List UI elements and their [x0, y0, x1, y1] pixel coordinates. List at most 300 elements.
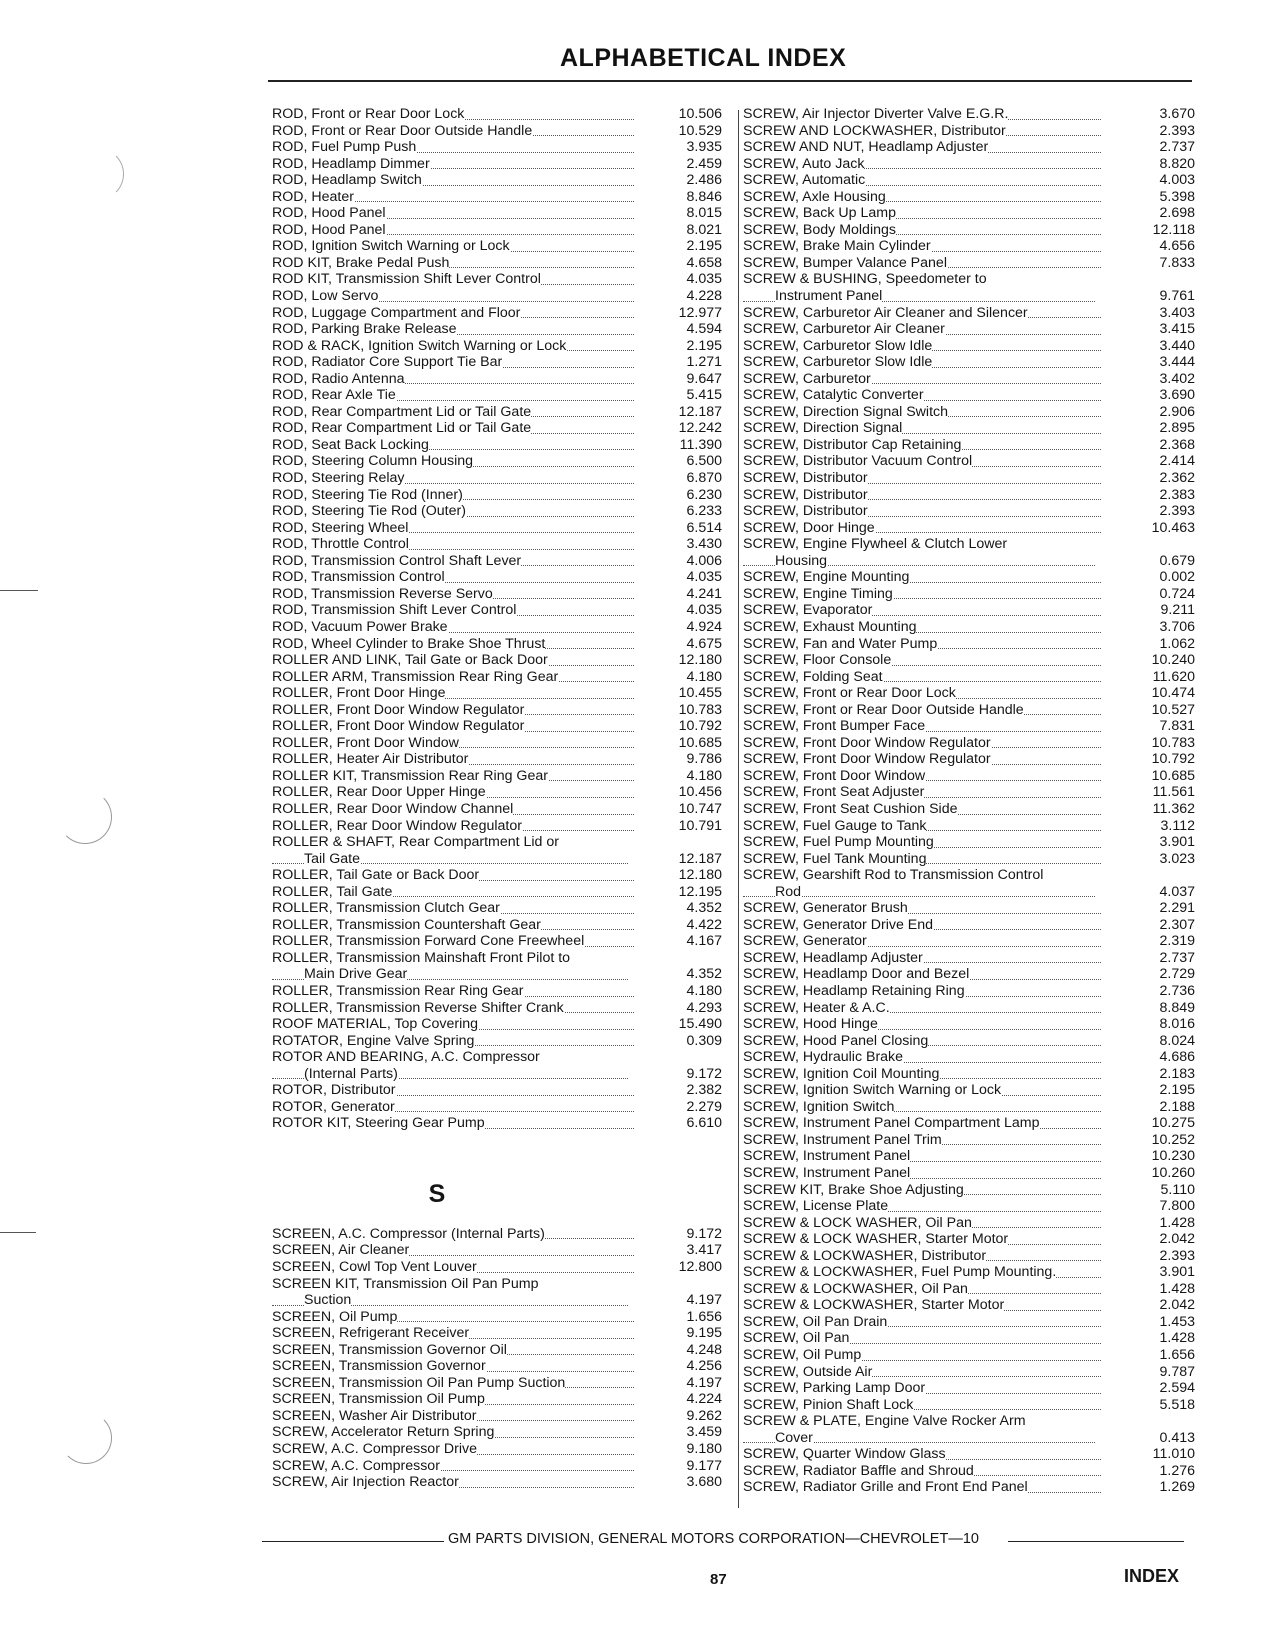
entry-name: ROD, Steering Wheel: [272, 519, 409, 536]
entry-page-ref: 12.180: [678, 867, 722, 884]
entry-page-ref: 11.010: [1152, 1446, 1195, 1463]
footer-rule-right: [1008, 1541, 1184, 1542]
entry-name: SCREW & LOCKWASHER, Fuel Pump Mounting.: [743, 1264, 1057, 1281]
index-entry: [272, 1375, 722, 1392]
entry-name: SCREEN, Transmission Oil Pan Pump Suction: [272, 1374, 566, 1391]
entry-page-ref: 6.230: [686, 486, 722, 503]
index-entry: [272, 602, 722, 619]
entry-name: ROTOR KIT, Steering Gear Pump: [272, 1115, 485, 1132]
entry-page-ref: 8.846: [686, 188, 722, 205]
entry-name: SCREW, Distributor: [743, 470, 868, 487]
entry-name: ROD KIT, Brake Pedal Push: [272, 254, 450, 271]
entry-page-ref: 1.428: [1159, 1330, 1195, 1347]
entry-name: SCREW, Axle Housing: [743, 188, 886, 205]
index-entry: [743, 619, 1195, 636]
entry-name: SCREW, Headlamp Retaining Ring: [743, 982, 965, 999]
entry-page-ref: 10.275: [1151, 1115, 1195, 1132]
entry-name: ROD KIT, Transmission Shift Lever Control: [272, 271, 541, 288]
entry-name: ROD, Parking Brake Release: [272, 321, 457, 338]
entry-page-ref: 2.393: [1159, 122, 1195, 139]
index-entry: [272, 238, 722, 255]
entry-page-ref: 2.188: [1159, 1098, 1195, 1115]
entry-name: ROD, Throttle Control: [272, 536, 409, 553]
entry-page-ref: 12.195: [678, 883, 722, 900]
entry-page-ref: 10.474: [1151, 685, 1195, 702]
entry-name: ROD, Steering Tie Rod (Inner): [272, 486, 463, 503]
index-entry: [272, 321, 722, 338]
index-entry: [743, 983, 1195, 1000]
entry-name: SCREW, Ignition Coil Mounting: [743, 1065, 940, 1082]
index-entry: [272, 1226, 722, 1243]
entry-name: SCREW, Floor Console: [743, 652, 892, 669]
index-entry: [272, 487, 722, 504]
page-number: 87: [710, 1571, 727, 1588]
entry-page-ref: 10.260: [1151, 1165, 1195, 1181]
entry-name-continued: Suction: [304, 1292, 352, 1309]
entry-page-ref: 10.252: [1151, 1131, 1195, 1148]
entry-page-ref: 2.383: [1159, 486, 1195, 503]
index-entry: [272, 983, 722, 1000]
index-entry: [743, 834, 1195, 851]
entry-page-ref: 2.414: [1159, 453, 1195, 470]
entry-page-ref: 0.413: [1159, 1429, 1195, 1446]
entry-name: ROLLER, Transmission Clutch Gear: [272, 900, 500, 917]
index-entry: [743, 1264, 1195, 1281]
index-entry: [272, 404, 722, 421]
entry-page-ref: 5.415: [686, 387, 722, 404]
index-entry: [272, 189, 722, 206]
index-entry: [743, 1397, 1195, 1414]
index-entry: [743, 1463, 1195, 1480]
index-entry: [272, 1016, 722, 1033]
entry-page-ref: 3.901: [1159, 834, 1195, 851]
entry-name: SCREW & LOCK WASHER, Oil Pan: [743, 1214, 972, 1231]
entry-name: ROLLER, Tail Gate or Back Door: [272, 867, 480, 884]
entry-name: SCREW, Carburetor Air Cleaner and Silencer: [743, 304, 1028, 321]
entry-name: SCREW, A.C. Compressor Drive: [272, 1441, 477, 1458]
index-entry: [272, 652, 722, 669]
entry-name: SCREW, Back Up Lamp: [743, 205, 896, 222]
entry-name: SCREW, Instrument Panel Trim: [743, 1131, 942, 1148]
entry-name: ROD, Wheel Cylinder to Brake Shoe Thrust: [272, 635, 546, 652]
entry-name: SCREW, Hydraulic Brake: [743, 1049, 904, 1066]
index-entry: [743, 437, 1195, 454]
entry-name: ROLLER, Rear Door Upper Hinge: [272, 784, 486, 801]
scan-hole-mark: [60, 1412, 112, 1464]
entry-page-ref: 8.021: [686, 221, 722, 238]
entry-page-ref: 2.291: [1159, 900, 1195, 917]
entry-name: SCREEN, Transmission Oil Pump: [272, 1391, 485, 1408]
entry-page-ref: 2.393: [1159, 1247, 1195, 1264]
entry-name: SCREW, Headlamp Adjuster: [743, 949, 923, 966]
entry-page-ref: 3.403: [1159, 304, 1195, 321]
entry-page-ref: 9.177: [686, 1457, 722, 1474]
entry-name: ROD, Ignition Switch Warning or Lock: [272, 238, 510, 255]
entry-page-ref: 11.620: [1152, 668, 1195, 685]
entry-name: ROLLER, Transmission Mainshaft Front Pilot to: [272, 949, 571, 966]
index-entry: [272, 1033, 722, 1050]
entry-name: ROD, Rear Compartment Lid or Tail Gate: [272, 420, 532, 437]
entry-name: SCREW, Engine Timing: [743, 585, 893, 602]
index-entry: [272, 536, 722, 553]
entry-name: ROD, Low Servo: [272, 288, 379, 305]
entry-name: ROLLER, Transmission Rear Ring Gear: [272, 982, 524, 999]
entry-name: SCREW, Instrument Panel: [743, 1148, 911, 1165]
entry-name: ROLLER, Transmission Forward Cone Freewheel: [272, 933, 585, 950]
entry-page-ref: 4.197: [686, 1374, 722, 1391]
index-entry: [743, 470, 1195, 487]
index-entry: [743, 1099, 1195, 1116]
entry-name: SCREW, License Plate: [743, 1198, 889, 1215]
entry-name: ROLLER, Front Door Window Regulator: [272, 718, 525, 735]
index-entry: [272, 818, 722, 835]
entry-name: SCREEN, A.C. Compressor (Internal Parts): [272, 1225, 545, 1242]
entry-name: SCREW, Fuel Gauge to Tank: [743, 817, 927, 834]
index-entry: [272, 1342, 722, 1359]
index-entry: [272, 702, 722, 719]
entry-name: SCREW, Direction Signal Switch: [743, 403, 948, 420]
title-rule: [268, 80, 1192, 82]
entry-name: SCREW, A.C. Compressor: [272, 1457, 440, 1474]
index-entry: [743, 1330, 1195, 1347]
index-entry: [743, 1297, 1195, 1314]
entry-page-ref: 10.456: [678, 784, 722, 801]
index-entry: [272, 305, 722, 322]
entry-name: SCREW & LOCKWASHER, Starter Motor: [743, 1297, 1005, 1314]
entry-name: SCREW, Generator: [743, 933, 867, 950]
entry-page-ref: 4.256: [686, 1358, 722, 1375]
entry-name: ROLLER, Rear Door Window Channel: [272, 800, 514, 817]
entry-page-ref: 2.195: [686, 337, 722, 354]
entry-name: SCREW, Front Bumper Face: [743, 718, 926, 735]
entry-page-ref: 2.307: [1159, 916, 1195, 933]
entry-page-ref: 15.490: [678, 1016, 722, 1033]
entry-name: SCREW, Carburetor Slow Idle: [743, 337, 933, 354]
entry-name: ROD, Headlamp Dimmer: [272, 155, 430, 172]
entry-page-ref: 12.187: [678, 850, 722, 867]
left-index-column: [272, 106, 722, 1491]
entry-page-ref: 4.224: [686, 1391, 722, 1408]
entry-page-ref: 4.422: [686, 916, 722, 933]
entry-name: SCREW, Air Injection Reactor: [272, 1474, 459, 1491]
entry-page-ref: 12.187: [678, 403, 722, 420]
entry-page-ref: 11.362: [1152, 800, 1195, 817]
scan-edge-line: [0, 1232, 36, 1233]
entry-page-ref: 4.352: [686, 900, 722, 917]
index-entry: [272, 1408, 722, 1425]
entry-name: SCREW, Front Door Window Regulator: [743, 751, 991, 768]
entry-page-ref: 3.023: [1159, 850, 1195, 867]
entry-page-ref: 8.849: [1159, 999, 1195, 1016]
entry-page-ref: 6.514: [686, 519, 722, 536]
index-entry: [743, 354, 1195, 371]
index-entry: [743, 1182, 1195, 1199]
entry-name: ROLLER, Rear Door Window Regulator: [272, 817, 522, 834]
index-entry: [743, 1413, 1195, 1446]
index-entry: [272, 1358, 722, 1375]
entry-page-ref: 2.279: [686, 1098, 722, 1115]
entry-name: ROLLER, Heater Air Distributor: [272, 751, 469, 768]
entry-name: SCREW, Radiator Baffle and Shroud: [743, 1462, 974, 1479]
index-entry: [743, 1231, 1195, 1248]
entry-page-ref: 4.228: [686, 288, 722, 305]
entry-page-ref: 3.112: [1160, 817, 1195, 834]
entry-name: ROD, Rear Axle Tie: [272, 387, 396, 404]
entry-page-ref: 12.180: [678, 652, 722, 669]
entry-page-ref: 10.792: [1151, 751, 1195, 768]
entry-name: ROD, Steering Column Housing: [272, 453, 474, 470]
entry-page-ref: 4.197: [686, 1292, 722, 1309]
index-entry: [272, 371, 722, 388]
index-entry: [272, 222, 722, 239]
entry-page-ref: 4.003: [1159, 172, 1195, 189]
index-entry: [743, 371, 1195, 388]
entry-name: SCREW, Exhaust Mounting: [743, 618, 917, 635]
entry-name: SCREW, Catalytic Converter: [743, 387, 924, 404]
scan-hole-mark: [58, 790, 112, 844]
entry-page-ref: 2.195: [686, 238, 722, 255]
index-entry: [272, 156, 722, 173]
index-entry: [272, 917, 722, 934]
index-entry: [272, 586, 722, 603]
entry-page-ref: 12.118: [1152, 221, 1195, 238]
entry-name: SCREW, Engine Flywheel & Clutch Lower: [743, 536, 1008, 553]
entry-name-continued: Housing: [775, 552, 828, 569]
entry-name: ROD, Steering Relay: [272, 470, 405, 487]
index-entry: [743, 1016, 1195, 1033]
index-entry: [272, 553, 722, 570]
entry-name: ROD, Transmission Reverse Servo: [272, 585, 493, 602]
index-entry: [272, 1441, 722, 1458]
entry-page-ref: 2.393: [1159, 503, 1195, 520]
index-entry: [743, 966, 1195, 983]
entry-page-ref: 7.831: [1159, 718, 1195, 735]
entry-name: SCREW, Brake Main Cylinder: [743, 238, 931, 255]
index-entry: [743, 189, 1195, 206]
index-entry: [272, 453, 722, 470]
index-entry: [272, 950, 722, 983]
index-entry: [743, 387, 1195, 404]
entry-name: SCREW, Parking Lamp Door: [743, 1380, 926, 1397]
index-entry: [743, 867, 1195, 900]
page-title: ALPHABETICAL INDEX: [560, 44, 847, 72]
index-entry: [743, 106, 1195, 123]
entry-name: SCREW, Front Door Window Regulator: [743, 734, 991, 751]
index-entry: [743, 784, 1195, 801]
index-entry: [272, 1099, 722, 1116]
footer-rule-left: [262, 1541, 444, 1542]
index-entry: [743, 1165, 1195, 1182]
entry-page-ref: 4.248: [686, 1341, 722, 1358]
entry-page-ref: 4.686: [1159, 1049, 1195, 1066]
index-entry: [272, 735, 722, 752]
index-entry: [743, 569, 1195, 586]
index-entry: [272, 1276, 722, 1309]
entry-page-ref: 9.262: [686, 1407, 722, 1424]
entry-name: SCREW, Ignition Switch Warning or Lock: [743, 1082, 1002, 1099]
index-entry: [272, 900, 722, 917]
index-entry: [743, 768, 1195, 785]
index-entry: [743, 1281, 1195, 1298]
index-entry: [272, 768, 722, 785]
index-entry: [272, 1000, 722, 1017]
entry-page-ref: 2.486: [686, 172, 722, 189]
entry-page-ref: 3.430: [686, 536, 722, 553]
index-entry: [743, 636, 1195, 653]
index-entry: [272, 1049, 722, 1082]
entry-page-ref: 10.506: [678, 106, 722, 122]
entry-name: SCREW, Fuel Tank Mounting: [743, 850, 927, 867]
index-entry: [743, 718, 1195, 735]
entry-page-ref: 1.062: [1159, 635, 1195, 652]
index-entry: [743, 156, 1195, 173]
index-entry: [743, 420, 1195, 437]
entry-page-ref: 4.180: [686, 767, 722, 784]
entry-page-ref: 2.319: [1159, 933, 1195, 950]
entry-page-ref: 1.271: [686, 354, 722, 371]
entry-page-ref: 9.761: [1159, 288, 1195, 305]
index-entry: [743, 222, 1195, 239]
index-entry: [743, 602, 1195, 619]
index-entry: [272, 420, 722, 437]
index-entry: [272, 751, 722, 768]
entry-name: SCREW & PLATE, Engine Valve Rocker Arm: [743, 1413, 1026, 1430]
entry-name: SCREW, Generator Drive End: [743, 916, 934, 933]
index-entry: [743, 751, 1195, 768]
index-entry: [743, 271, 1195, 304]
entry-name: ROOF MATERIAL, Top Covering: [272, 1016, 479, 1033]
index-entry: [272, 503, 722, 520]
entry-name: SCREEN, Cowl Top Vent Louver: [272, 1259, 477, 1275]
entry-name: SCREW, Ignition Switch: [743, 1098, 895, 1115]
index-entry: [272, 520, 722, 537]
entry-page-ref: 4.352: [686, 966, 722, 983]
entry-page-ref: 9.211: [1160, 602, 1195, 619]
entry-name: ROD, Front or Rear Door Outside Handle: [272, 122, 533, 139]
entry-page-ref: 9.180: [686, 1441, 722, 1458]
entry-page-ref: 2.368: [1159, 436, 1195, 453]
entry-name: ROLLER ARM, Transmission Rear Ring Gear: [272, 668, 559, 685]
entry-page-ref: 5.398: [1159, 188, 1195, 205]
index-entry: [272, 139, 722, 156]
index-entry: [272, 685, 722, 702]
entry-page-ref: 12.977: [678, 304, 722, 321]
entry-page-ref: 9.172: [686, 1065, 722, 1082]
index-entry: [272, 387, 722, 404]
entry-page-ref: 11.390: [679, 436, 722, 453]
entry-page-ref: 10.529: [678, 122, 722, 139]
entry-name: SCREW & LOCK WASHER, Starter Motor: [743, 1231, 1009, 1248]
entry-page-ref: 8.016: [1159, 1016, 1195, 1033]
entry-name: ROTATOR, Engine Valve Spring: [272, 1032, 475, 1049]
entry-name: SCREW, Auto Jack: [743, 155, 865, 172]
index-entry: [743, 1082, 1195, 1099]
entry-page-ref: 10.747: [678, 800, 722, 817]
index-entry: [272, 669, 722, 686]
entry-name: SCREEN, Air Cleaner: [272, 1242, 410, 1259]
entry-page-ref: 0.002: [1159, 569, 1195, 586]
entry-page-ref: 1.428: [1159, 1214, 1195, 1231]
entry-name: SCREW, Air Injector Diverter Valve E.G.R.: [743, 106, 1009, 122]
entry-page-ref: 9.786: [686, 751, 722, 768]
index-entry: [743, 487, 1195, 504]
entry-name: ROLLER, Transmission Countershaft Gear: [272, 916, 541, 933]
entry-name: ROD, Fuel Pump Push: [272, 139, 417, 156]
entry-name: ROD, Steering Tie Rod (Outer): [272, 503, 466, 520]
index-entry: [743, 1347, 1195, 1364]
entry-name: SCREW, Front Seat Adjuster: [743, 784, 925, 801]
index-entry: [272, 437, 722, 454]
right-index-column: [743, 106, 1195, 1496]
entry-page-ref: 0.679: [1159, 552, 1195, 569]
index-entry: [743, 404, 1195, 421]
index-entry: [272, 1391, 722, 1408]
entry-name: SCREW, Oil Pump: [743, 1347, 862, 1364]
index-entry: [272, 1424, 722, 1441]
index-entry: [743, 172, 1195, 189]
entry-page-ref: 2.698: [1159, 205, 1195, 222]
scan-hole-mark: [72, 148, 124, 200]
entry-page-ref: 10.230: [1151, 1148, 1195, 1165]
entry-name: ROD, Front or Rear Door Lock: [272, 106, 465, 122]
entry-name: ROLLER, Front Door Hinge: [272, 685, 446, 702]
index-entry: [743, 205, 1195, 222]
entry-name: SCREW, Evaporator: [743, 602, 873, 619]
entry-page-ref: 3.459: [686, 1424, 722, 1441]
entry-page-ref: 3.901: [1159, 1264, 1195, 1281]
entry-page-ref: 3.706: [1159, 618, 1195, 635]
entry-name: SCREW, Generator Brush: [743, 900, 908, 917]
index-entry: [743, 255, 1195, 272]
index-entry: [743, 933, 1195, 950]
entry-name: SCREW, Carburetor Air Cleaner: [743, 321, 945, 338]
entry-name: SCREW, Oil Pan Drain: [743, 1313, 888, 1330]
entry-name: SCREW, Headlamp Door and Bezel: [743, 966, 970, 983]
entry-page-ref: 4.924: [686, 618, 722, 635]
entry-name: ROD, Hood Panel: [272, 205, 386, 222]
entry-name: ROD, Transmission Shift Lever Control: [272, 602, 517, 619]
entry-page-ref: 8.015: [686, 205, 722, 222]
entry-name: SCREW, Door Hinge: [743, 519, 875, 536]
index-entry: [743, 520, 1195, 537]
entry-name: ROLLER, Tail Gate: [272, 883, 393, 900]
index-entry: [272, 784, 722, 801]
index-entry: [743, 1066, 1195, 1083]
entry-page-ref: 2.195: [1159, 1082, 1195, 1099]
entry-name: SCREW, Radiator Grille and Front End Panel: [743, 1479, 1028, 1496]
entry-name: SCREEN KIT, Transmission Oil Pan Pump: [272, 1275, 539, 1292]
entry-page-ref: 4.167: [686, 933, 722, 950]
index-entry: [743, 818, 1195, 835]
entry-page-ref: 7.833: [1159, 254, 1195, 271]
entry-page-ref: 4.293: [686, 999, 722, 1016]
entry-page-ref: 3.680: [686, 1474, 722, 1491]
entry-name: SCREW, Direction Signal: [743, 420, 903, 437]
entry-page-ref: 2.362: [1159, 470, 1195, 487]
entry-page-ref: 6.870: [686, 470, 722, 487]
entry-page-ref: 3.417: [686, 1242, 722, 1259]
index-entry: [272, 354, 722, 371]
index-entry: [743, 735, 1195, 752]
entry-name: SCREW KIT, Brake Shoe Adjusting: [743, 1181, 964, 1198]
entry-page-ref: 3.690: [1159, 387, 1195, 404]
entry-page-ref: 0.309: [686, 1032, 722, 1049]
entry-name: SCREW, Gearshift Rod to Transmission Control: [743, 867, 1044, 884]
entry-page-ref: 4.035: [686, 271, 722, 288]
entry-name: SCREEN, Transmission Governor: [272, 1358, 486, 1375]
entry-page-ref: 10.791: [678, 817, 722, 834]
entry-page-ref: 10.783: [1151, 734, 1195, 751]
